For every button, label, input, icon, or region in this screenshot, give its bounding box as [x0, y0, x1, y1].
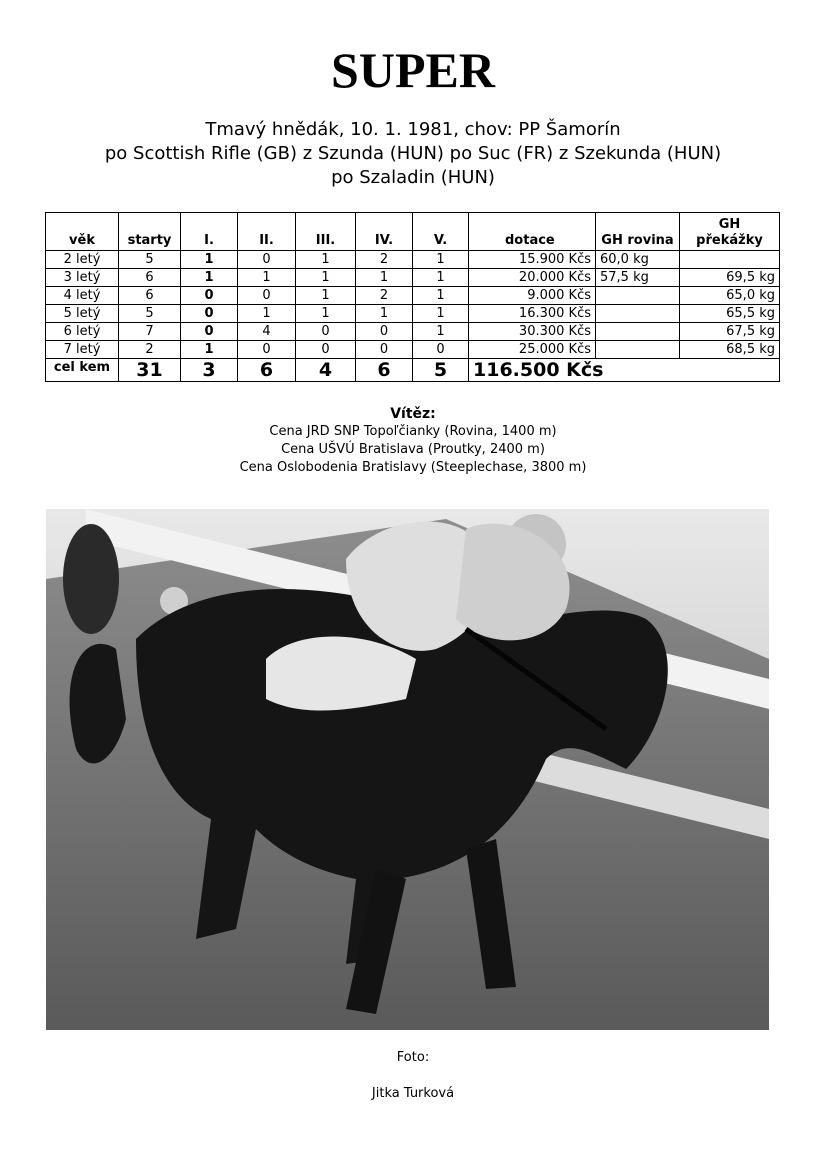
photo-caption-label: Foto:: [396, 1050, 430, 1065]
cell-age: 2 letý: [46, 251, 119, 269]
cell-gh-jump: 67,5 kg: [680, 323, 780, 341]
total-place-1: 3: [181, 359, 238, 382]
cell-age: 5 letý: [46, 305, 119, 323]
winner-race-1: Cena JRD SNP Topoľčianky (Rovina, 1400 m): [269, 424, 557, 439]
table-total-row: [46, 359, 780, 382]
cell-gh-jump: 65,5 kg: [680, 305, 780, 323]
cell-starts: 2: [119, 341, 181, 359]
cell-place-5: 1: [413, 251, 469, 269]
total-starts: 31: [119, 359, 181, 382]
table-row: [46, 305, 780, 323]
cell-place-1: 1: [181, 341, 238, 359]
col-prize: dotace: [469, 213, 596, 251]
total-place-4: 6: [356, 359, 413, 382]
cell-place-3: 1: [296, 305, 356, 323]
cell-place-1: 1: [181, 269, 238, 287]
cell-gh-flat: [596, 305, 680, 323]
cell-place-2: 1: [238, 305, 296, 323]
table-row: [46, 341, 780, 359]
table-row: [46, 269, 780, 287]
cell-place-2: 0: [238, 341, 296, 359]
pedigree-line-1: Tmavý hnědák, 10. 1. 1981, chov: PP Šamorín: [205, 119, 621, 140]
cell-prize: 16.300 Kčs: [469, 305, 596, 323]
cell-place-4: 2: [356, 251, 413, 269]
horse-photo-illustration: [46, 509, 769, 1030]
total-place-2: 6: [238, 359, 296, 382]
cell-gh-jump: [680, 251, 780, 269]
table-row: [46, 251, 780, 269]
cell-place-1: 1: [181, 251, 238, 269]
table-header-row: [46, 213, 780, 251]
race-record-table: [45, 212, 780, 382]
cell-gh-flat: [596, 287, 680, 305]
cell-prize: 25.000 Kčs: [469, 341, 596, 359]
horse-pedigree: [0, 118, 826, 190]
cell-gh-jump: 68,5 kg: [680, 341, 780, 359]
cell-place-2: 1: [238, 269, 296, 287]
cell-starts: 5: [119, 305, 181, 323]
cell-gh-jump: 65,0 kg: [680, 287, 780, 305]
cell-starts: 6: [119, 269, 181, 287]
photo-caption-author: Jitka Turková: [371, 1086, 455, 1101]
cell-place-4: 0: [356, 323, 413, 341]
winner-section: [0, 405, 826, 477]
cell-gh-flat: [596, 341, 680, 359]
cell-age: 7 letý: [46, 341, 119, 359]
cell-place-2: 0: [238, 287, 296, 305]
cell-place-3: 1: [296, 269, 356, 287]
total-place-3: 4: [296, 359, 356, 382]
col-place-3: III.: [296, 213, 356, 251]
cell-age: 3 letý: [46, 269, 119, 287]
winner-race-2: Cena UŠVÚ Bratislava (Proutky, 2400 m): [281, 442, 545, 457]
col-place-2: II.: [238, 213, 296, 251]
cell-place-3: 0: [296, 323, 356, 341]
cell-age: 6 letý: [46, 323, 119, 341]
cell-place-4: 0: [356, 341, 413, 359]
cell-starts: 5: [119, 251, 181, 269]
winner-race-3: Cena Oslobodenia Bratislavy (Steeplechase, 3800 m): [239, 460, 587, 475]
col-place-4: IV.: [356, 213, 413, 251]
total-place-5: 5: [413, 359, 469, 382]
cell-starts: 7: [119, 323, 181, 341]
table-body: [46, 251, 780, 382]
winner-heading: Vítěz:: [390, 406, 436, 422]
total-prize: 116.500 Kčs: [469, 359, 780, 382]
cell-starts: 6: [119, 287, 181, 305]
col-starts: starty: [119, 213, 181, 251]
cell-place-4: 2: [356, 287, 413, 305]
cell-place-5: 0: [413, 341, 469, 359]
cell-prize: 20.000 Kčs: [469, 269, 596, 287]
pedigree-line-3: po Szaladin (HUN): [331, 167, 495, 188]
horse-race-photo: [46, 509, 769, 1030]
cell-gh-flat: [596, 323, 680, 341]
col-age: věk: [46, 213, 119, 251]
cell-place-4: 1: [356, 305, 413, 323]
cell-place-4: 1: [356, 269, 413, 287]
cell-gh-flat: 57,5 kg: [596, 269, 680, 287]
cell-prize: 15.900 Kčs: [469, 251, 596, 269]
cell-place-5: 1: [413, 305, 469, 323]
cell-gh-flat: 60,0 kg: [596, 251, 680, 269]
cell-place-5: 1: [413, 323, 469, 341]
horse-name-title: SUPER: [331, 42, 495, 98]
cell-place-2: 0: [238, 251, 296, 269]
table-row: [46, 287, 780, 305]
pedigree-line-2: po Scottish Rifle (GB) z Szunda (HUN) po Suc (FR) z Szekunda (HUN): [104, 143, 722, 164]
cell-place-3: 1: [296, 251, 356, 269]
col-gh-flat: GH rovina: [596, 213, 680, 251]
cell-prize: 30.300 Kčs: [469, 323, 596, 341]
cell-place-5: 1: [413, 287, 469, 305]
cell-place-5: 1: [413, 269, 469, 287]
cell-place-1: 0: [181, 287, 238, 305]
table-row: [46, 323, 780, 341]
cell-age: 4 letý: [46, 287, 119, 305]
total-label: cel kem: [46, 359, 119, 382]
cell-place-1: 0: [181, 305, 238, 323]
cell-gh-jump: 69,5 kg: [680, 269, 780, 287]
col-gh-jump: GH překážky: [680, 213, 780, 251]
cell-place-3: 1: [296, 287, 356, 305]
col-place-1: I.: [181, 213, 238, 251]
cell-place-2: 4: [238, 323, 296, 341]
col-place-5: V.: [413, 213, 469, 251]
cell-prize: 9.000 Kčs: [469, 287, 596, 305]
cell-place-1: 0: [181, 323, 238, 341]
cell-place-3: 0: [296, 341, 356, 359]
